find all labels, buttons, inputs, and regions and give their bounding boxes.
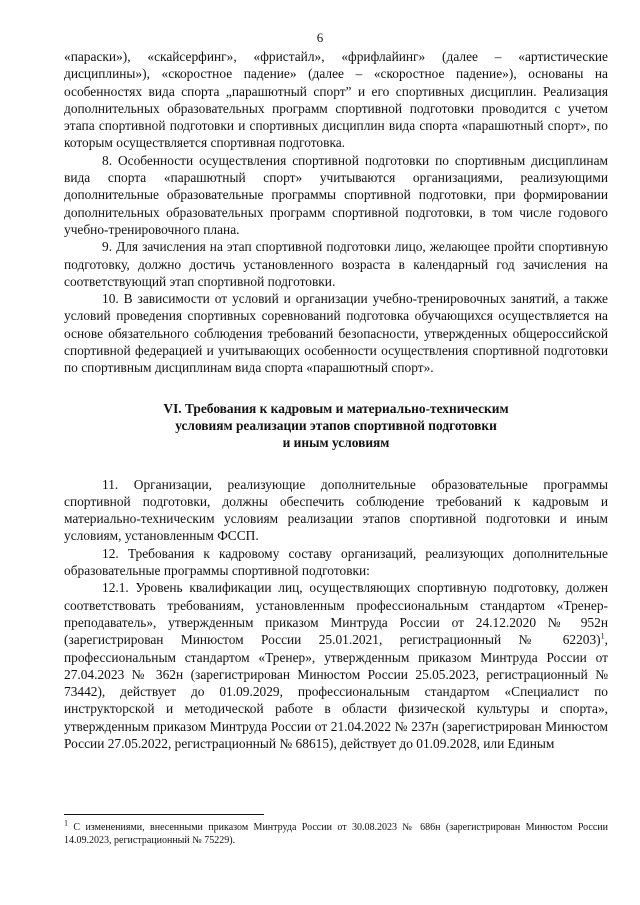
footnote-divider [64,814,264,815]
footnote-mark: 1 [64,818,68,828]
paragraph-10: 10. В зависимости от условий и организации учебно-тренировочных занятий, а также условий проведения спортивных соревнований подготовка обучающихся осуществляется на основе обязательного соблюдения требований безопасности, утвержденных общероссийской спортивной федерацией и учитывающих особенности осуществления спортивной подготовки по спортивным дисциплинам вида спорта «парашютный спорт». [64,291,608,376]
paragraph-11: 11. Организации, реализующие дополнительные образовательные программы спортивной подготовки, должны обеспечить соблюдение требований к кадровым и материально-техническим условиям реализации этапов спортивной подготовки и иным условиям, установленным ФССП. [64,476,608,544]
paragraph-8: 8. Особенности осуществления спортивной подготовки по спортивным дисциплинам вида спорта «парашютный спорт» учитываются организациями, реализующими дополнительные образовательные программы спортивной подготовки, при формировании дополнительных образовательных программ спортивной подготовки, в том числе годового учебно-тренировочного плана. [64,152,608,237]
section-heading [64,400,608,452]
section-heading-line-1: VI. Требования к кадровым и материально-техническим [163,400,509,416]
paragraph-12: 12. Требования к кадровому составу организаций, реализующих дополнительные образовательные программы спортивной подготовки: [64,545,608,579]
footnote [64,818,608,847]
section-heading-line-2: условиям реализации этапов спортивной подготовки [175,417,497,433]
footnote-area [64,814,608,847]
paragraph-continuation: «параски»), «скайсерфинг», «фристайл», «фрифлайинг» (далее – «артистические дисциплины»), «скоростное падение» (далее – «скоростное падение»), основаны на особенностях вида спорта „парашютный спорт” и его спортивных дисциплин. Реализация дополнительных образовательных программ спортивной подготовки проводится с учетом этапа спортивной подготовки и спортивных дисциплин вида спорта «парашютный спорт», по которым осуществляется спортивная подготовка. [64,49,608,151]
paragraph-12-1-text-b: , профессиональным стандартом «Тренер», утвержденным приказом Минтруда России от 27.04.2023 № 362н (зарегистрирован Минюстом России 25.05.2023, регистрационный № 73442), действует до 01.09.2029, профессиональным стандартом «Специалист по инструкторской и методической работе в области физической культуры и спорта», утвержденным приказом Минтруда России от 21.04.2022 № 237н (зарегистрирован Минюстом России 27.05.2022, регистрационный № 68615), действует до 01.09.2028, или Единым [64,632,608,751]
paragraph-12-1-text-a: 12.1. Уровень квалификации лиц, осуществляющих спортивную подготовку, должен соответствовать требованиям, установленным профессиональным стандартом «Тренер-преподаватель», утвержденным приказом Минтруда России от 24.12.2020 № 952н (зарегистрирован Минюстом России 25.01.2021, регистрационный № 62203) [64,580,608,648]
document-body [64,48,608,752]
paragraph-12-1 [64,579,608,752]
section-heading-line-3: и иным условиям [282,435,390,451]
paragraph-9: 9. Для зачисления на этап спортивной подготовки лицо, желающее пройти спортивную подготовку, должно достичь установленного возраста в календарный год зачисления на соответствующий этап спортивной подготовки. [64,239,608,289]
footnote-reference: 1 [600,631,605,641]
footnote-text: С изменениями, внесенными приказом Минтруда России от 30.08.2023 № 686н (зарегистрирован Минюстом России 14.09.2023, регистрационный № 75229). [64,822,608,846]
page-number: 6 [316,30,324,45]
